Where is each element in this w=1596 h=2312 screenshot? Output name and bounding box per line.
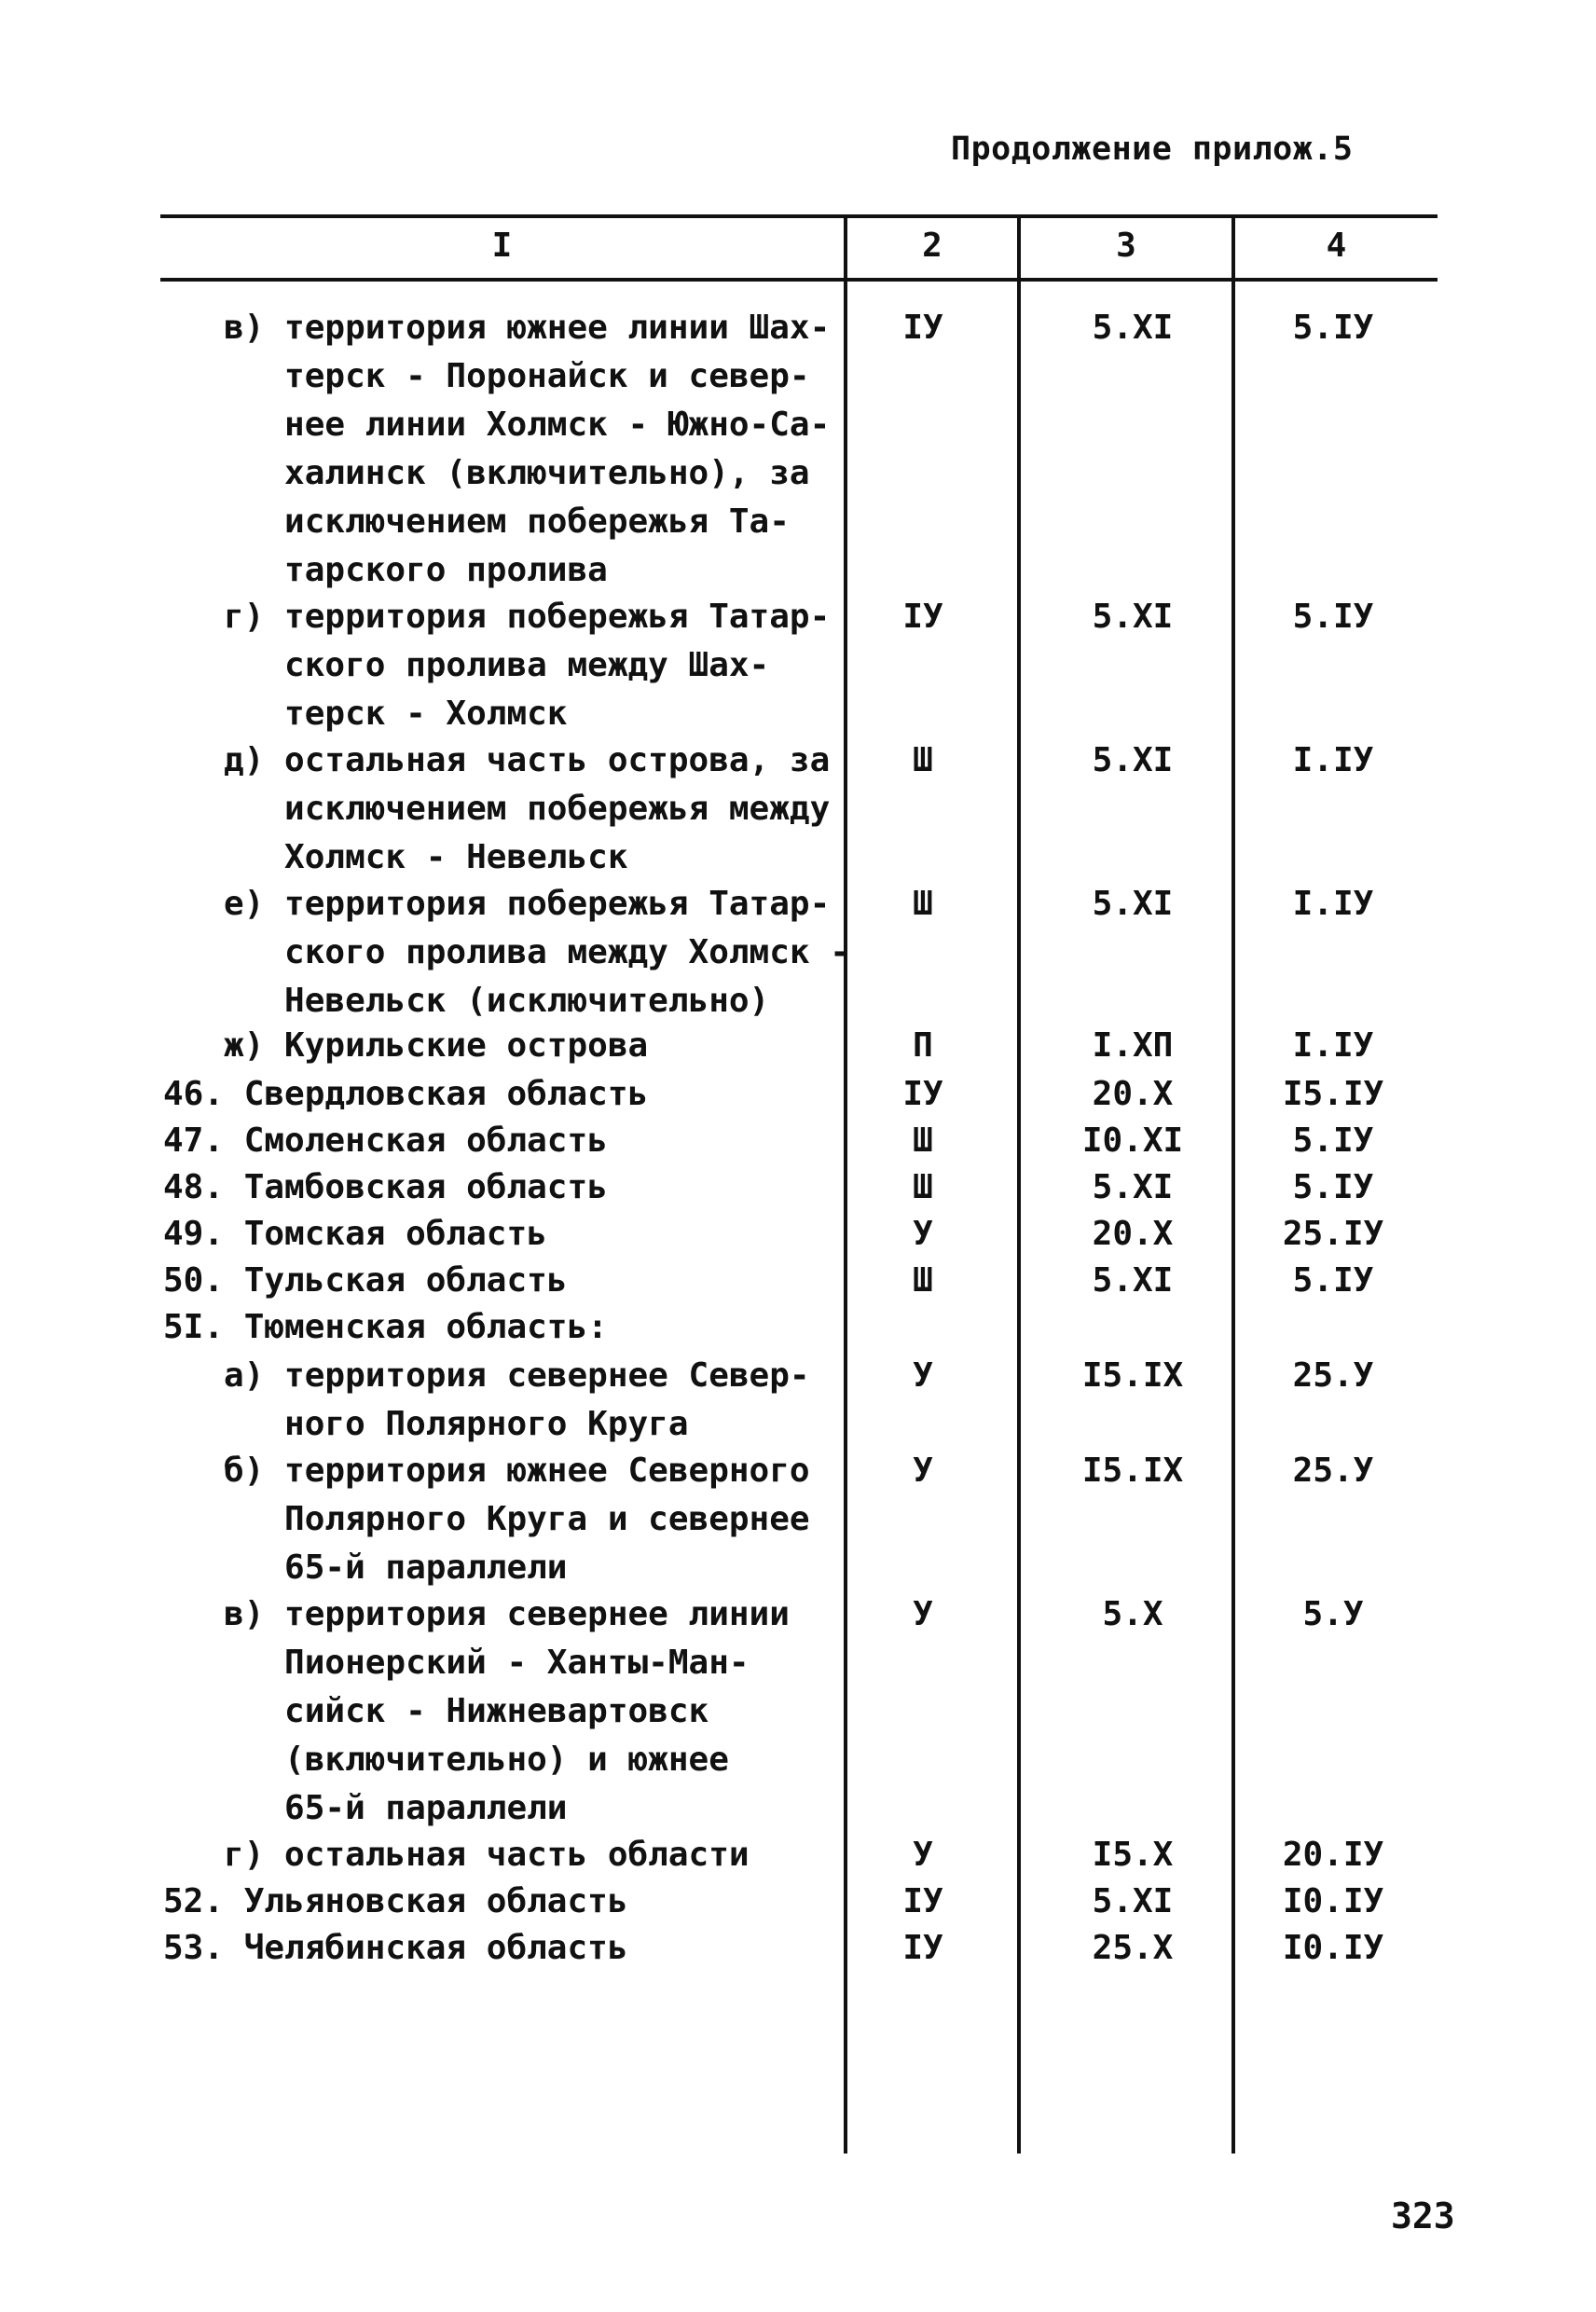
zone-cell: П (913, 1026, 933, 1065)
start-date-cell: 5.X (1102, 1595, 1163, 1633)
page-number: 323 (1391, 2195, 1455, 2236)
region-cell: 50. Тульская область (163, 1261, 568, 1300)
start-date-cell: 5.XI (1092, 1168, 1174, 1206)
zone-cell: IУ (902, 1075, 943, 1113)
region-cell: б) территория южнее Северного Полярного Круга и севернее 65-й параллели (224, 1452, 810, 1587)
end-date-cell: 25.У (1292, 1452, 1374, 1490)
start-date-cell: I.XП (1092, 1026, 1174, 1065)
end-date-cell: 5.У (1302, 1595, 1364, 1633)
end-date-cell: 25.У (1292, 1356, 1374, 1395)
end-date-cell: I.IУ (1292, 741, 1374, 779)
zone-cell: IУ (902, 309, 943, 347)
table-header-rule (160, 278, 1438, 282)
zone-cell: У (913, 1452, 933, 1490)
region-cell: 53. Челябинская область (163, 1929, 628, 1967)
start-date-cell: I5.IX (1081, 1452, 1184, 1490)
end-date-cell: I.IУ (1292, 1026, 1374, 1065)
zone-cell: У (913, 1595, 933, 1633)
zone-cell: У (913, 1215, 933, 1253)
end-date-cell: 25.IУ (1282, 1215, 1384, 1253)
end-date-cell: 20.IУ (1282, 1836, 1384, 1874)
start-date-cell: 5.XI (1092, 741, 1174, 779)
zone-cell: IУ (902, 598, 943, 636)
zone-cell: IУ (902, 1882, 943, 1920)
start-date-cell: 20.X (1092, 1215, 1174, 1253)
end-date-cell: I5.IУ (1282, 1075, 1384, 1113)
end-date-cell: I0.IУ (1282, 1929, 1384, 1967)
region-cell: е) территория побережья Татар- ского пролива между Холмск - Невельск (исключительно) (224, 885, 850, 1020)
region-cell: г) территория побережья Татар- ского пролива между Шах- терск - Холмск (224, 598, 831, 733)
start-date-cell: I5.X (1092, 1836, 1174, 1874)
zone-cell: Ш (913, 1168, 933, 1206)
region-cell: 49. Томская область (163, 1215, 547, 1253)
end-date-cell: 5.IУ (1292, 309, 1374, 347)
end-date-cell: 5.IУ (1292, 1168, 1374, 1206)
start-date-cell: I5.IX (1081, 1356, 1184, 1395)
region-cell: 52. Ульяновская область (163, 1882, 628, 1920)
start-date-cell: 5.XI (1092, 1261, 1174, 1300)
zone-cell: Ш (913, 741, 933, 779)
table-top-rule (160, 214, 1438, 218)
column-divider-1 (844, 214, 847, 2154)
start-date-cell: 20.X (1092, 1075, 1174, 1113)
zone-cell: Ш (913, 1261, 933, 1300)
region-cell: 47. Смоленская область (163, 1122, 608, 1160)
start-date-cell: 5.XI (1092, 885, 1174, 923)
zone-cell: У (913, 1836, 933, 1874)
end-date-cell: 5.IУ (1292, 1122, 1374, 1160)
region-cell: д) остальная часть острова, за исключением побережья между Холмск - Невельск (224, 741, 831, 876)
zone-cell: Ш (913, 1122, 933, 1160)
region-cell: 5I. Тюменская область: (163, 1308, 608, 1346)
end-date-cell: 5.IУ (1292, 598, 1374, 636)
region-cell: г) остальная часть области (163, 1836, 750, 1874)
start-date-cell: 5.XI (1092, 598, 1174, 636)
header-col-3: 3 (1116, 227, 1136, 265)
end-date-cell: 5.IУ (1292, 1261, 1374, 1300)
header-col-2: 2 (922, 227, 942, 265)
start-date-cell: 5.XI (1092, 309, 1174, 347)
zone-cell: Ш (913, 885, 933, 923)
start-date-cell: I0.XI (1081, 1122, 1184, 1160)
zone-cell: IУ (902, 1929, 943, 1967)
header-col-4: 4 (1326, 227, 1347, 265)
end-date-cell: I.IУ (1292, 885, 1374, 923)
region-cell: в) территория севернее линии Пионерский - Ханты-Ман- сийск - Нижневартовск (включительно) и южнее 65-й параллели (224, 1595, 790, 1827)
region-cell: ж) Курильские острова (163, 1026, 649, 1065)
region-cell: а) территория севернее Север- ного Полярного Круга (224, 1356, 810, 1443)
region-cell: 48. Тамбовская область (163, 1168, 608, 1206)
start-date-cell: 25.X (1092, 1929, 1174, 1967)
region-cell: в) территория южнее линии Шах- терск - Поронайск и север- нее линии Холмск - Южно-Са- халинск (включительно), за исключением побережья Та- тарского пролива (224, 309, 831, 589)
page-caption: Продолжение прилож.5 (951, 131, 1354, 168)
column-divider-2 (1017, 214, 1021, 2154)
start-date-cell: 5.XI (1092, 1882, 1174, 1920)
end-date-cell: I0.IУ (1282, 1882, 1384, 1920)
header-col-1: I (491, 227, 513, 265)
zone-cell: У (913, 1356, 933, 1395)
region-cell: 46. Свердловская область (163, 1075, 649, 1113)
